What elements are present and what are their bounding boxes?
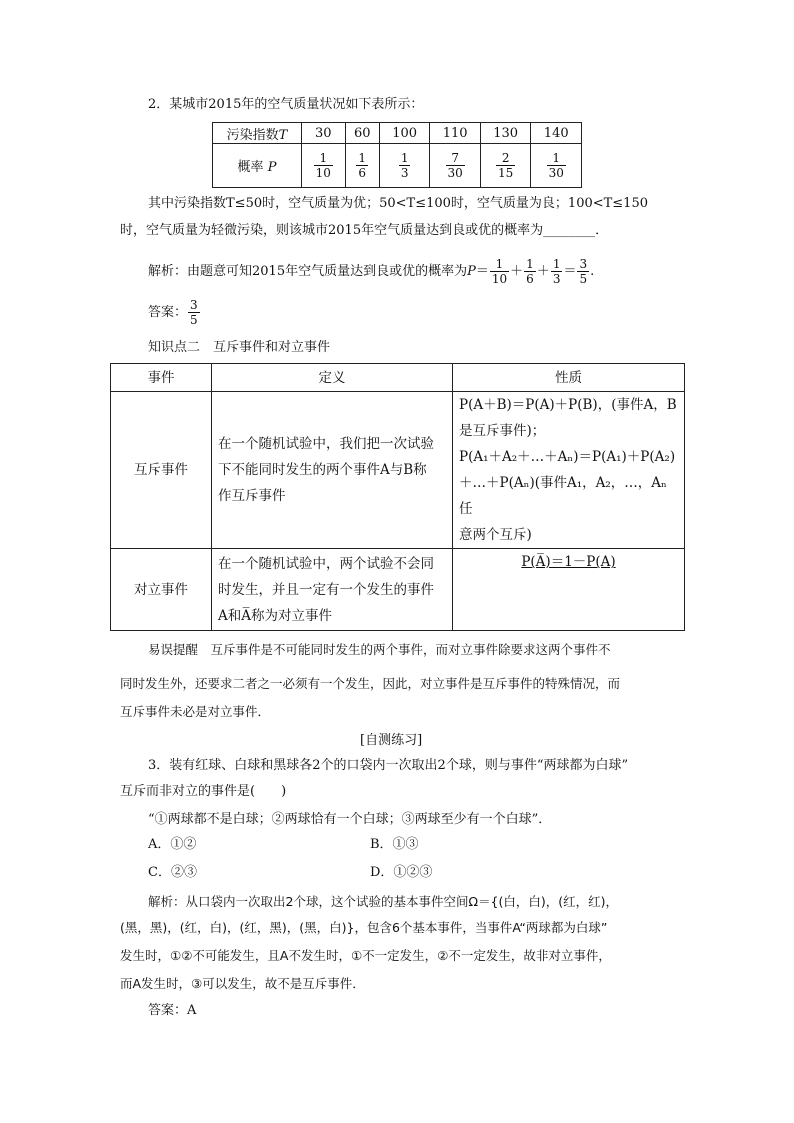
mutex-property: P(A＋B)＝P(A)＋P(B)，(事件A，B 是互斥事件)； P(A₁＋A₂＋…＋Aₙ)＝P(A₁)＋P(A₂) ＋…＋P(Aₙ)(事件A₁，A₂，…，Aₙ任 意两个互斥) xyxy=(453,392,685,549)
tip-line-1: 易误提醒 互斥事件是不可能同时发生的两个事件，而对立事件除要求这两个事件不 xyxy=(148,642,611,657)
opposite-definition: 在一个随机试验中，两个试验不会同 时发生，并且一定有一个发生的事件 A和A̅称为对立事件 xyxy=(212,549,453,631)
prob-cell: $\frac{1}{30}$ xyxy=(531,144,582,188)
q3-analysis-4: 而A发生时，③可以发生，故不是互斥事件． xyxy=(120,976,365,991)
value-cell: 130 xyxy=(480,123,531,144)
tip-label: 易误提醒 xyxy=(148,642,199,657)
mutex-name: 互斥事件 xyxy=(111,392,212,549)
q2-text-line-1: 其中污染指数T≤50时，空气质量为优；50<T≤100时，空气质量为良；100<T≤150 xyxy=(148,196,648,211)
q2-answer: 答案： $\frac{3}{5}$ xyxy=(148,298,198,327)
q2-analysis: 解析：由题意可知2015年空气质量达到良或优的概率为P＝ $\frac{1}{10}$ ＋ $\frac{1}{6}$ ＋ $\frac{1}{3}$ ＝ $\frac{3}{5}$ . xyxy=(148,257,595,286)
option-b: B．①③ xyxy=(370,837,419,852)
value-cell: 30 xyxy=(302,123,346,144)
value-cell: 110 xyxy=(430,123,481,144)
self-practice-heading: [自测练习] xyxy=(360,733,423,748)
pollution-table xyxy=(212,122,582,188)
prob-cell: $\frac{1}{3}$ xyxy=(379,144,430,188)
q2-text-line-2: 时，空气质量为轻微污染，则该城市2015年空气质量达到良或优的概率为________． xyxy=(120,223,609,238)
pollution-index-label: 污染指数T xyxy=(213,123,302,144)
q3-analysis-1: 解析：从口袋内一次取出2个球，这个试验的基本事件空间Ω＝{(白，白)，(红，红)， xyxy=(148,894,618,909)
opposite-name: 对立事件 xyxy=(111,549,212,631)
prob-cell: $\frac{2}{15}$ xyxy=(480,144,531,188)
header-event: 事件 xyxy=(111,364,212,392)
mutex-definition: 在一个随机试验中，我们把一次试验 下不能同时发生的两个事件A与B称 作互斥事件 xyxy=(212,392,453,549)
events-table xyxy=(110,363,685,631)
option-a: A．①② xyxy=(148,837,197,852)
value-cell: 140 xyxy=(531,123,582,144)
q3-line-2: 互斥而非对立的事件是( ) xyxy=(120,784,287,799)
q3-answer: 答案：A xyxy=(148,1003,197,1018)
prob-cell: $\frac{1}{10}$ xyxy=(302,144,346,188)
prob-cell: $\frac{1}{6}$ xyxy=(345,144,379,188)
q3-analysis-3: 发生时，①②不可能发生，且A不发生时，①不一定发生，②不一定发生，故非对立事件， xyxy=(120,948,611,963)
option-d: D．①②③ xyxy=(370,865,433,880)
option-c: C．②③ xyxy=(148,865,197,880)
value-cell: 100 xyxy=(379,123,430,144)
header-definition: 定义 xyxy=(212,364,453,392)
q3-line-1: 3．装有红球、白球和黑球各2个的口袋内一次取出2个球，则与事件“两球都为白球” xyxy=(148,758,629,773)
prob-cell: $\frac{7}{30}$ xyxy=(430,144,481,188)
kp2-title: 知识点二 互斥事件和对立事件 xyxy=(148,340,331,355)
q3-line-3: “①两球都不是白球；②两球恰有一个白球；③两球至少有一个白球”． xyxy=(148,812,552,827)
tip-line-3: 互斥事件未必是对立事件． xyxy=(120,704,271,719)
value-cell: 60 xyxy=(345,123,379,144)
opposite-property: P(A̅)＝1－P(A) xyxy=(453,549,685,631)
q3-analysis-2: (黑，黑)，(红，白)，(红，黑)，(黑，白)}，包含6个基本事件，当事件A“两球都为白球” xyxy=(120,920,608,935)
header-property: 性质 xyxy=(453,364,685,392)
probability-label: 概率 P xyxy=(213,144,302,188)
tip-line-2: 同时发生外，还要求二者之一必须有一个发生，因此，对立事件是互斥事件的特殊情况，而 xyxy=(120,676,621,691)
q2-intro: 2．某城市2015年的空气质量状况如下表所示： xyxy=(148,97,424,112)
